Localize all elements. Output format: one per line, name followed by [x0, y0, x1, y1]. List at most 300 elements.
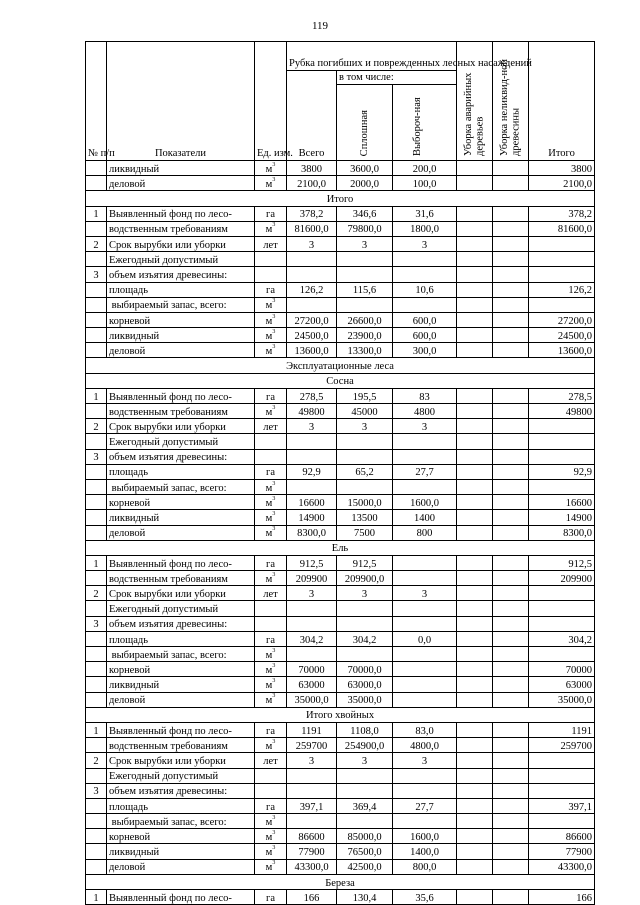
- row-number: [86, 844, 107, 859]
- value-selective: [393, 616, 457, 631]
- unit-cell: [255, 495, 287, 510]
- value-selective: [393, 479, 457, 494]
- value-hazard: [457, 161, 493, 176]
- value-hazard: [457, 328, 493, 343]
- row-number: 3: [86, 267, 107, 282]
- unit-cell: [255, 768, 287, 783]
- value-itogo: 126,2: [529, 282, 595, 297]
- unit-text: га: [266, 725, 275, 737]
- row-number: [86, 221, 107, 236]
- value-selective: 800: [393, 525, 457, 540]
- value-clear: 346,6: [337, 206, 393, 221]
- unit-text: га: [266, 467, 275, 479]
- value-itogo: [529, 814, 595, 829]
- value-hazard: [457, 738, 493, 753]
- value-illiquid: [493, 783, 529, 798]
- value-clear: [337, 768, 393, 783]
- indicator-label: Выявленный фонд по лесо-: [107, 555, 255, 570]
- value-selective: 200,0: [393, 161, 457, 176]
- value-illiquid: [493, 495, 529, 510]
- value-total: [287, 783, 337, 798]
- value-hazard: [457, 206, 493, 221]
- value-clear: 42500,0: [337, 859, 393, 874]
- value-illiquid: [493, 662, 529, 677]
- unit-cell: [255, 890, 287, 905]
- value-hazard: [457, 662, 493, 677]
- indicator-label: площадь: [107, 631, 255, 646]
- value-hazard: [457, 783, 493, 798]
- value-itogo: [529, 601, 595, 616]
- table-row: [86, 282, 595, 297]
- value-hazard: [457, 343, 493, 358]
- unit-superscript: 3: [272, 298, 276, 305]
- section-row: [86, 373, 595, 388]
- table-row: [86, 829, 595, 844]
- value-illiquid: [493, 677, 529, 692]
- col-unit-header: Ед. изм.: [255, 42, 287, 161]
- unit-superscript: 3: [272, 343, 276, 350]
- value-selective: [393, 814, 457, 829]
- value-clear: [337, 616, 393, 631]
- table-row: [86, 236, 595, 251]
- table-row: [86, 692, 595, 707]
- value-illiquid: [493, 859, 529, 874]
- value-total: 16600: [287, 495, 337, 510]
- value-clear: 912,5: [337, 555, 393, 570]
- value-total: 3800: [287, 161, 337, 176]
- indicator-label: водственным требованиям: [107, 404, 255, 419]
- value-itogo: [529, 297, 595, 312]
- table-row: [86, 601, 595, 616]
- row-number: [86, 312, 107, 327]
- value-selective: [393, 601, 457, 616]
- unit-superscript: 3: [272, 495, 276, 502]
- unit-superscript: 3: [272, 647, 276, 654]
- value-itogo: 3800: [529, 161, 595, 176]
- value-selective: 35,6: [393, 890, 457, 905]
- row-number: [86, 829, 107, 844]
- indicator-label: объем изъятия древесины:: [107, 783, 255, 798]
- row-number: 1: [86, 722, 107, 737]
- value-total: 3: [287, 753, 337, 768]
- value-selective: [393, 692, 457, 707]
- unit-superscript: 3: [272, 829, 276, 836]
- table-row: [86, 525, 595, 540]
- value-clear: 35000,0: [337, 692, 393, 707]
- unit-cell: [255, 236, 287, 251]
- value-selective: 83: [393, 388, 457, 403]
- value-hazard: [457, 282, 493, 297]
- table-row: [86, 890, 595, 905]
- unit-text: м: [265, 847, 273, 859]
- value-selective: 27,7: [393, 464, 457, 479]
- unit-text: лет: [263, 756, 278, 767]
- value-total: 81600,0: [287, 221, 337, 236]
- value-clear: 85000,0: [337, 829, 393, 844]
- table-row: [86, 479, 595, 494]
- value-total: [287, 252, 337, 267]
- row-number: [86, 814, 107, 829]
- unit-cell: [255, 419, 287, 434]
- indicator-label: деловой: [107, 525, 255, 540]
- unit-text: м: [265, 482, 273, 494]
- value-itogo: [529, 434, 595, 449]
- unit-superscript: 3: [272, 404, 276, 411]
- unit-cell: [255, 601, 287, 616]
- unit-superscript: 3: [272, 222, 276, 229]
- value-selective: [393, 662, 457, 677]
- value-clear: 23900,0: [337, 328, 393, 343]
- value-itogo: 13600,0: [529, 343, 595, 358]
- value-clear: 304,2: [337, 631, 393, 646]
- indicator-label: деловой: [107, 343, 255, 358]
- value-itogo: [529, 419, 595, 434]
- unit-text: м: [265, 528, 273, 540]
- value-clear: 15000,0: [337, 495, 393, 510]
- table-row: [86, 495, 595, 510]
- value-hazard: [457, 631, 493, 646]
- value-hazard: [457, 601, 493, 616]
- unit-cell: [255, 571, 287, 586]
- value-clear: 369,4: [337, 798, 393, 813]
- table-row: [86, 798, 595, 813]
- value-total: 304,2: [287, 631, 337, 646]
- row-number: [86, 859, 107, 874]
- value-itogo: [529, 236, 595, 251]
- unit-superscript: 3: [272, 328, 276, 335]
- value-hazard: [457, 844, 493, 859]
- value-illiquid: [493, 297, 529, 312]
- table-row: [86, 510, 595, 525]
- table-row: [86, 221, 595, 236]
- table-row: [86, 586, 595, 601]
- value-total: [287, 434, 337, 449]
- value-hazard: [457, 404, 493, 419]
- value-itogo: 24500,0: [529, 328, 595, 343]
- table-row: [86, 176, 595, 191]
- value-total: 13600,0: [287, 343, 337, 358]
- value-itogo: 166: [529, 890, 595, 905]
- value-itogo: 27200,0: [529, 312, 595, 327]
- unit-superscript: 3: [272, 161, 276, 168]
- table-row: [86, 616, 595, 631]
- value-illiquid: [493, 692, 529, 707]
- indicator-label: площадь: [107, 282, 255, 297]
- value-itogo: [529, 768, 595, 783]
- value-total: 63000: [287, 677, 337, 692]
- table-row: [86, 738, 595, 753]
- unit-cell: [255, 221, 287, 236]
- unit-superscript: 3: [272, 571, 276, 578]
- value-illiquid: [493, 890, 529, 905]
- value-illiquid: [493, 768, 529, 783]
- row-number: [86, 176, 107, 191]
- value-hazard: [457, 434, 493, 449]
- value-itogo: 70000: [529, 662, 595, 677]
- indicator-label: объем изъятия древесины:: [107, 267, 255, 282]
- section-title: Ель: [86, 540, 595, 555]
- unit-superscript: 3: [272, 176, 276, 183]
- indicator-label: ликвидный: [107, 677, 255, 692]
- unit-text: м: [265, 664, 273, 676]
- unit-text: м: [265, 695, 273, 707]
- value-selective: 4800,0: [393, 738, 457, 753]
- value-illiquid: [493, 434, 529, 449]
- value-clear: 130,4: [337, 890, 393, 905]
- value-hazard: [457, 525, 493, 540]
- value-clear: [337, 783, 393, 798]
- row-number: [86, 601, 107, 616]
- value-total: 126,2: [287, 282, 337, 297]
- row-number: [86, 525, 107, 540]
- unit-superscript: 3: [272, 526, 276, 533]
- unit-cell: [255, 434, 287, 449]
- value-clear: 79800,0: [337, 221, 393, 236]
- section-row: [86, 540, 595, 555]
- unit-cell: [255, 631, 287, 646]
- row-number: [86, 768, 107, 783]
- value-selective: 300,0: [393, 343, 457, 358]
- unit-superscript: 3: [272, 814, 276, 821]
- value-total: [287, 768, 337, 783]
- table-row: [86, 555, 595, 570]
- value-selective: [393, 267, 457, 282]
- value-total: 3: [287, 419, 337, 434]
- value-illiquid: [493, 221, 529, 236]
- section-title: Эксплуатационные леса: [86, 358, 595, 373]
- value-itogo: 81600,0: [529, 221, 595, 236]
- unit-cell: [255, 859, 287, 874]
- row-number: [86, 798, 107, 813]
- row-number: 2: [86, 586, 107, 601]
- value-selective: [393, 252, 457, 267]
- value-selective: 1600,0: [393, 495, 457, 510]
- unit-cell: [255, 586, 287, 601]
- value-itogo: 1191: [529, 722, 595, 737]
- value-selective: [393, 768, 457, 783]
- value-clear: 209900,0: [337, 571, 393, 586]
- value-itogo: 77900: [529, 844, 595, 859]
- row-number: [86, 510, 107, 525]
- forest-felling-table: [85, 41, 595, 905]
- value-hazard: [457, 555, 493, 570]
- value-illiquid: [493, 267, 529, 282]
- indicator-label: выбираемый запас, всего:: [107, 814, 255, 829]
- unit-cell: [255, 753, 287, 768]
- value-total: [287, 601, 337, 616]
- value-hazard: [457, 312, 493, 327]
- value-clear: [337, 252, 393, 267]
- section-row: [86, 191, 595, 206]
- table-row: [86, 297, 595, 312]
- indicator-label: выбираемый запас, всего:: [107, 479, 255, 494]
- value-total: 1191: [287, 722, 337, 737]
- row-number: [86, 571, 107, 586]
- value-hazard: [457, 616, 493, 631]
- unit-text: м: [265, 497, 273, 509]
- table-row: [86, 631, 595, 646]
- unit-cell: [255, 555, 287, 570]
- unit-cell: [255, 388, 287, 403]
- unit-cell: [255, 525, 287, 540]
- value-itogo: 378,2: [529, 206, 595, 221]
- row-number: 3: [86, 449, 107, 464]
- row-number: 2: [86, 236, 107, 251]
- unit-text: га: [266, 209, 275, 221]
- indicator-label: Выявленный фонд по лесо-: [107, 388, 255, 403]
- page-number: 119: [311, 20, 329, 32]
- indicator-label: корневой: [107, 662, 255, 677]
- unit-superscript: 3: [272, 313, 276, 320]
- value-selective: [393, 571, 457, 586]
- value-total: [287, 449, 337, 464]
- value-total: [287, 297, 337, 312]
- table-row: [86, 312, 595, 327]
- value-total: 8300,0: [287, 525, 337, 540]
- value-hazard: [457, 798, 493, 813]
- unit-text: м: [265, 300, 273, 312]
- unit-text: га: [266, 391, 275, 403]
- indicator-label: объем изъятия древесины:: [107, 449, 255, 464]
- value-total: 49800: [287, 404, 337, 419]
- unit-cell: [255, 662, 287, 677]
- unit-superscript: 3: [272, 662, 276, 669]
- indicator-label: корневой: [107, 495, 255, 510]
- value-itogo: 2100,0: [529, 176, 595, 191]
- value-total: 70000: [287, 662, 337, 677]
- value-hazard: [457, 571, 493, 586]
- unit-superscript: 3: [272, 860, 276, 867]
- value-itogo: [529, 267, 595, 282]
- table-row: [86, 328, 595, 343]
- value-hazard: [457, 510, 493, 525]
- value-illiquid: [493, 798, 529, 813]
- value-itogo: [529, 586, 595, 601]
- indicator-label: корневой: [107, 829, 255, 844]
- value-hazard: [457, 221, 493, 236]
- value-illiquid: [493, 479, 529, 494]
- row-number: 2: [86, 753, 107, 768]
- value-clear: [337, 297, 393, 312]
- value-clear: [337, 267, 393, 282]
- value-illiquid: [493, 829, 529, 844]
- row-number: [86, 252, 107, 267]
- table-row: [86, 768, 595, 783]
- table-row: [86, 343, 595, 358]
- value-total: 27200,0: [287, 312, 337, 327]
- value-illiquid: [493, 631, 529, 646]
- value-total: 86600: [287, 829, 337, 844]
- unit-text: га: [266, 892, 275, 904]
- indicator-label: деловой: [107, 176, 255, 191]
- table-row: [86, 252, 595, 267]
- value-total: 3: [287, 236, 337, 251]
- indicator-label: ликвидный: [107, 510, 255, 525]
- unit-superscript: 3: [272, 845, 276, 852]
- value-total: 912,5: [287, 555, 337, 570]
- row-number: 1: [86, 206, 107, 221]
- unit-superscript: 3: [272, 480, 276, 487]
- value-total: 166: [287, 890, 337, 905]
- unit-text: м: [265, 330, 273, 342]
- value-hazard: [457, 419, 493, 434]
- value-hazard: [457, 814, 493, 829]
- section-title: Сосна: [86, 373, 595, 388]
- value-clear: [337, 647, 393, 662]
- indicator-label: ликвидный: [107, 328, 255, 343]
- felling-group-header: Рубка погибших и поврежденных лесных насаждений: [287, 42, 457, 71]
- value-total: [287, 267, 337, 282]
- value-illiquid: [493, 176, 529, 191]
- value-hazard: [457, 753, 493, 768]
- indicator-label: Выявленный фонд по лесо-: [107, 890, 255, 905]
- row-number: [86, 282, 107, 297]
- value-illiquid: [493, 555, 529, 570]
- table-row: [86, 662, 595, 677]
- value-illiquid: [493, 571, 529, 586]
- col-indicator-header: Показатели: [107, 42, 255, 161]
- value-total: 378,2: [287, 206, 337, 221]
- value-hazard: [457, 449, 493, 464]
- unit-text: лет: [263, 421, 278, 433]
- table-row: [86, 783, 595, 798]
- unit-superscript: 3: [272, 738, 276, 745]
- value-clear: 1108,0: [337, 722, 393, 737]
- indicator-label: объем изъятия древесины:: [107, 616, 255, 631]
- unit-cell: [255, 297, 287, 312]
- indicator-label: Срок вырубки или уборки: [107, 419, 255, 434]
- unit-cell: [255, 464, 287, 479]
- indicator-label: водственным требованиям: [107, 738, 255, 753]
- row-number: 1: [86, 555, 107, 570]
- row-number: [86, 297, 107, 312]
- unit-cell: [255, 252, 287, 267]
- unit-text: м: [265, 178, 273, 190]
- value-clear: [337, 601, 393, 616]
- value-selective: [393, 297, 457, 312]
- row-number: 3: [86, 616, 107, 631]
- value-total: [287, 647, 337, 662]
- value-itogo: 49800: [529, 404, 595, 419]
- value-clear: 3: [337, 586, 393, 601]
- value-total: 259700: [287, 738, 337, 753]
- value-selective: [393, 434, 457, 449]
- value-itogo: 259700: [529, 738, 595, 753]
- table-row: [86, 814, 595, 829]
- value-illiquid: [493, 312, 529, 327]
- indicator-label: Выявленный фонд по лесо-: [107, 722, 255, 737]
- row-number: [86, 677, 107, 692]
- indicator-label: выбираемый запас, всего:: [107, 297, 255, 312]
- col-clear-felling-header: Сплошная: [337, 85, 393, 161]
- row-number: 1: [86, 890, 107, 905]
- value-selective: 1600,0: [393, 829, 457, 844]
- value-clear: 3: [337, 419, 393, 434]
- table-row: [86, 859, 595, 874]
- value-hazard: [457, 236, 493, 251]
- indicator-label: Ежегодный допустимый: [107, 434, 255, 449]
- value-total: 397,1: [287, 798, 337, 813]
- value-clear: 63000,0: [337, 677, 393, 692]
- row-number: 1: [86, 388, 107, 403]
- value-total: 14900: [287, 510, 337, 525]
- col-itogo-header: Итого: [529, 42, 595, 161]
- indicator-label: деловой: [107, 859, 255, 874]
- table-row: [86, 404, 595, 419]
- unit-text: м: [265, 224, 273, 236]
- indicator-label: площадь: [107, 464, 255, 479]
- value-itogo: 14900: [529, 510, 595, 525]
